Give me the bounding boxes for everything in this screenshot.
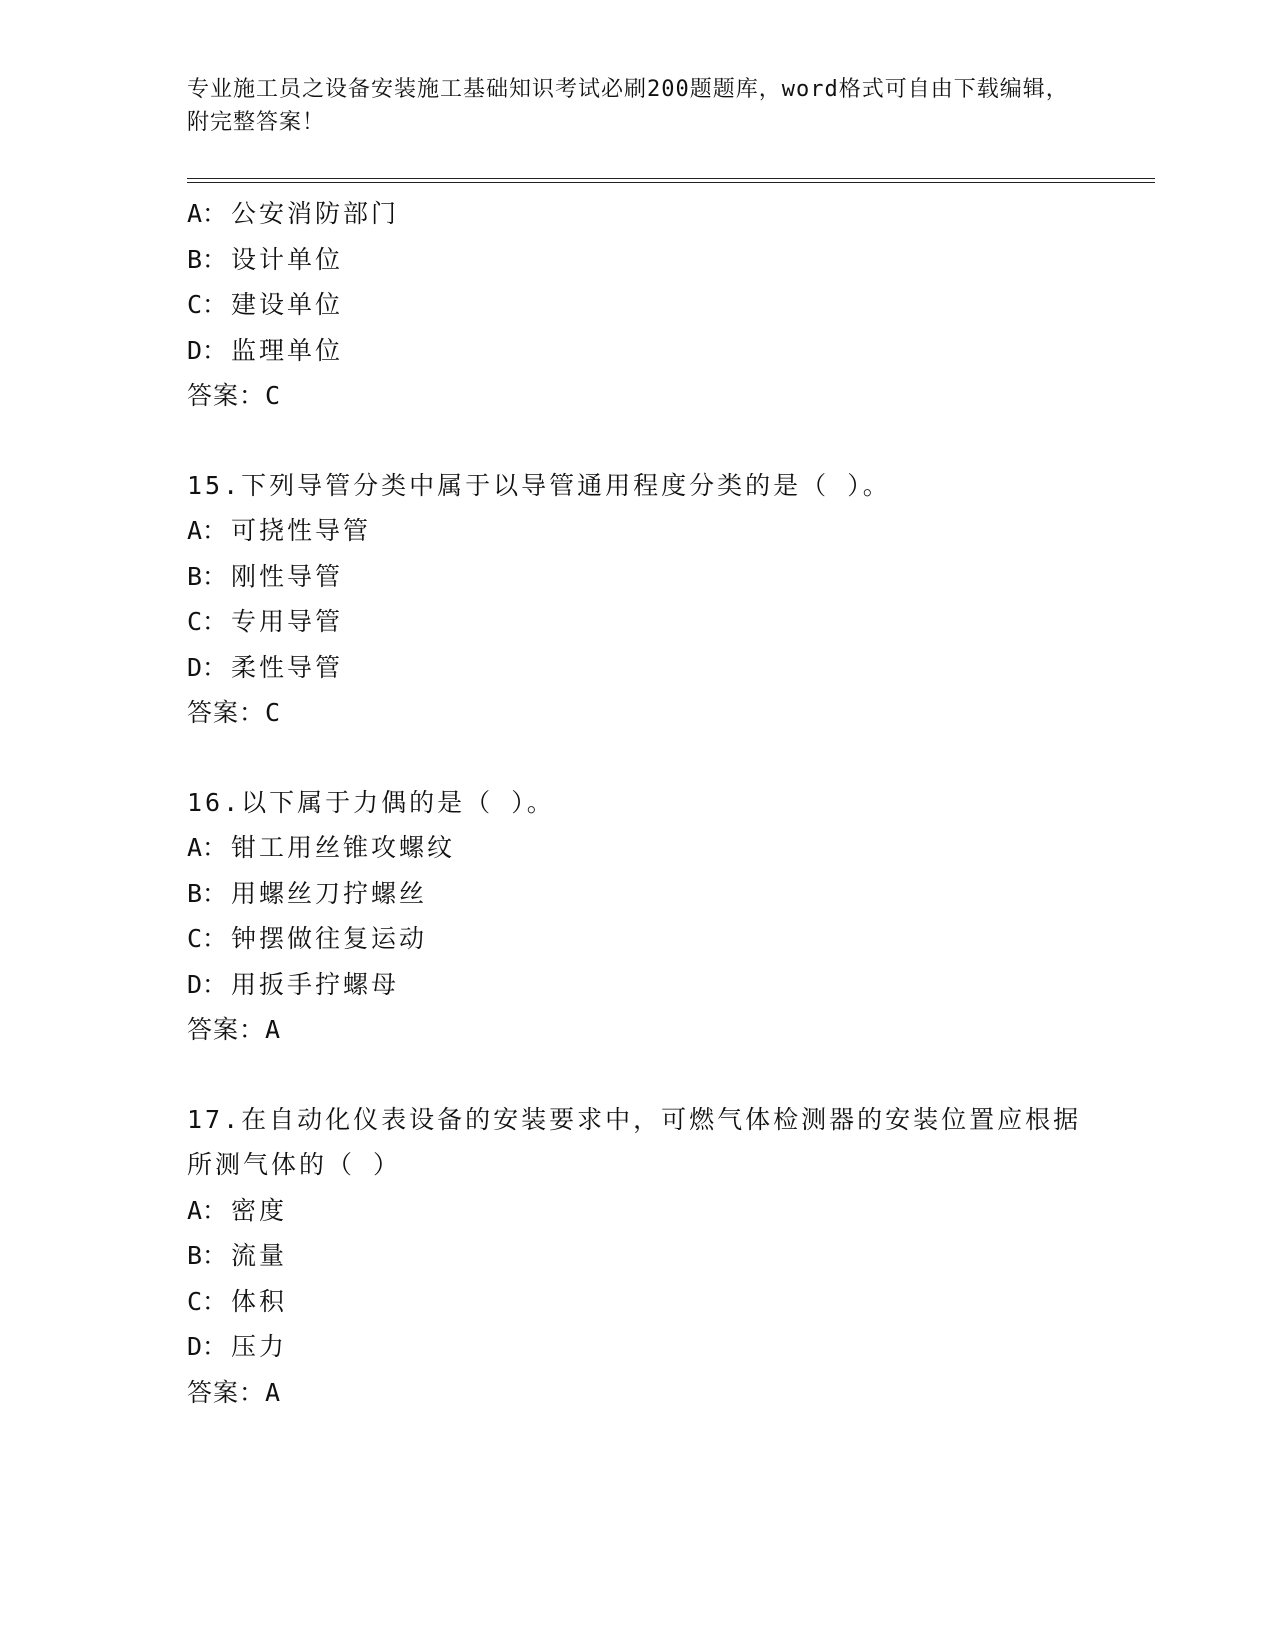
header-divider [187,178,1155,183]
option-b: B： 用螺丝刀拧螺丝 [187,878,428,908]
option-a: A： 密度 [187,1195,288,1225]
answer-line: 答案：C [187,698,282,727]
option-a: A： 公安消防部门 [187,199,400,228]
prev-question-block [187,191,1087,419]
question-block-16 [187,780,1087,1053]
answer-line: 答案：A [187,1377,282,1407]
option-a: A： 可挠性导管 [187,516,372,545]
question-stem: 16.以下属于力偶的是（ ）。 [187,787,555,817]
answer-line: 答案：C [187,381,282,410]
document-header: 专业施工员之设备安装施工基础知识考试必刷200题题库，word格式可自由下载编辑，附完整答案！ [187,77,1069,135]
option-d: D： 压力 [187,1332,288,1361]
question-stem: 17.在自动化仪表设备的安装要求中，可燃气体检测器的安装位置应根据所测气体的（ ） [187,1104,1082,1179]
question-list [187,191,1087,1415]
option-c: C： 体积 [187,1286,288,1316]
question-block-15 [187,463,1087,736]
question-block-17 [187,1097,1087,1416]
option-c: C： 建设单位 [187,290,344,319]
option-a: A： 钳工用丝锥攻螺纹 [187,833,456,862]
answer-line: 答案：A [187,1015,282,1044]
option-b: B： 流量 [187,1241,288,1270]
option-b: B： 刚性导管 [187,561,344,591]
option-c: C： 钟摆做往复运动 [187,924,428,953]
option-c: C： 专用导管 [187,607,344,636]
option-d: D： 柔性导管 [187,652,344,682]
option-b: B： 设计单位 [187,244,344,274]
question-stem: 15.下列导管分类中属于以导管通用程度分类的是（ ）。 [187,470,891,500]
option-d: D： 监理单位 [187,335,344,365]
option-d: D： 用扳手拧螺母 [187,969,400,999]
